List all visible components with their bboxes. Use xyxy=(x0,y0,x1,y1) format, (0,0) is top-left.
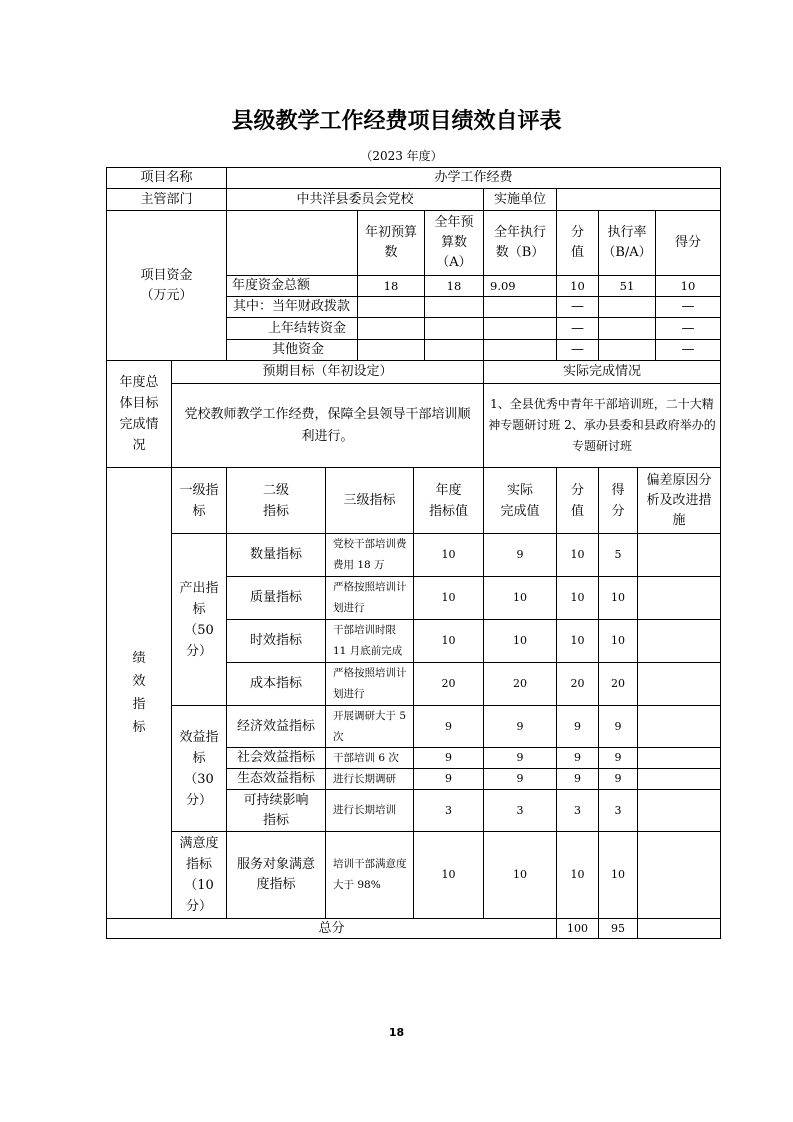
funds-weight: — xyxy=(556,339,599,361)
funds-header-annual-budget xyxy=(424,210,484,276)
header-text: 年初预算数 xyxy=(364,225,417,260)
score-value: 20 xyxy=(598,662,638,706)
target-value: 20 xyxy=(413,662,484,706)
project-name-value: 办学工作经费 xyxy=(226,167,721,189)
funds-score: — xyxy=(655,339,721,361)
funds-header-executed xyxy=(483,210,557,276)
weight-value: 3 xyxy=(556,789,599,832)
goals-expected-text: 党校教师教学工作经费，保障全县领导干部培训顺利进行。 xyxy=(184,406,471,444)
target-value: 9 xyxy=(413,705,484,748)
header-text: 分值 xyxy=(570,225,584,260)
perf-header-score xyxy=(598,467,638,534)
funds-weight: 10 xyxy=(556,275,599,297)
actual-value: 10 xyxy=(483,831,557,919)
funds-rate xyxy=(598,317,656,340)
funds-initial-budget xyxy=(357,339,425,361)
impl-value xyxy=(556,188,721,211)
target-value: 10 xyxy=(413,533,484,577)
score-value: 9 xyxy=(598,747,638,769)
target-value: 9 xyxy=(413,768,484,790)
deviation-cell xyxy=(637,831,721,919)
level2-cell: 时效指标 xyxy=(226,619,326,663)
goals-expected-cell xyxy=(171,383,484,468)
weight-value: 10 xyxy=(556,576,599,620)
level3-text: 干部培训 6 次 xyxy=(333,751,399,764)
level3-cell xyxy=(325,747,414,769)
level2-cell: 经济效益指标 xyxy=(226,705,326,748)
deviation-cell xyxy=(637,576,721,620)
deviation-cell xyxy=(637,662,721,706)
level3-cell xyxy=(325,789,414,832)
actual-value: 20 xyxy=(483,662,557,706)
funds-rate: 51 xyxy=(598,275,656,297)
header-text: 分值 xyxy=(570,482,584,519)
funds-annual-budget xyxy=(424,339,484,361)
funds-label: 项目资金（万元） xyxy=(140,267,193,303)
weight-value: 9 xyxy=(556,747,599,769)
perf-header-target xyxy=(413,467,484,534)
header-text: 偏差原因分析及改进措施 xyxy=(646,472,712,528)
header-text xyxy=(500,480,539,522)
level3-text: 开展调研大于 5 次 xyxy=(333,709,407,743)
level2-cell: 质量指标 xyxy=(226,576,326,620)
actual-value: 10 xyxy=(483,619,557,663)
goals-actual-cell xyxy=(483,383,721,468)
funds-header-weight xyxy=(556,210,599,276)
actual-value: 3 xyxy=(483,789,557,832)
header-line: 完成值 xyxy=(500,503,540,519)
funds-annual-budget: 18 xyxy=(424,275,484,297)
dept-label: 主管部门 xyxy=(106,188,227,211)
weight-value: 20 xyxy=(556,662,599,706)
funds-header-score: 得分 xyxy=(655,210,721,276)
level2-text: 可持续影响指标 xyxy=(243,792,309,828)
goals-actual-text: 1、全县优秀中青年干部培训班，二十大精神专题研讨班 2、承办县委和县政府举办的专题研讨班 xyxy=(488,397,716,453)
level3-text: 党校干部培训费费用 18 万 xyxy=(333,538,407,571)
level3-cell xyxy=(325,576,414,620)
perf-header-deviation xyxy=(637,467,721,534)
perf-header-level2 xyxy=(226,467,326,534)
level3-text: 进行长期调研 xyxy=(333,772,396,785)
weight-value: 10 xyxy=(556,831,599,919)
funds-row-name: 年度资金总额 xyxy=(226,275,358,297)
header-line: 年度 xyxy=(435,482,462,498)
funds-initial-budget xyxy=(357,296,425,318)
score-value: 3 xyxy=(598,789,638,832)
weight-value: 9 xyxy=(556,705,599,748)
target-value: 9 xyxy=(413,747,484,769)
target-value: 3 xyxy=(413,789,484,832)
funds-rate xyxy=(598,339,656,361)
level3-cell xyxy=(325,831,414,919)
level3-text: 干部培训时限 11 月底前完成 xyxy=(333,624,403,657)
perf-group-satisfaction xyxy=(171,831,227,919)
goals-label-cell xyxy=(106,360,172,468)
header-line: 指标值 xyxy=(428,503,468,519)
header-line: 实际 xyxy=(506,482,533,498)
score-value: 9 xyxy=(598,705,638,748)
goals-expected-header: 预期目标（年初设定） xyxy=(171,360,484,384)
level3-cell xyxy=(325,705,414,748)
weight-value: 10 xyxy=(556,533,599,577)
level3-text: 培训干部满意度大于 98% xyxy=(333,858,407,891)
level3-cell xyxy=(325,533,414,577)
perf-header-actual xyxy=(483,467,557,534)
group-label: 满意度指标（10分） xyxy=(179,836,219,914)
perf-group-benefit xyxy=(171,705,227,832)
funds-annual-budget xyxy=(424,317,484,340)
funds-annual-budget xyxy=(424,296,484,318)
level3-text: 进行长期培训 xyxy=(333,804,396,816)
funds-executed xyxy=(483,296,557,318)
page-number: 18 xyxy=(388,1026,405,1039)
target-value: 10 xyxy=(413,831,484,919)
weight-value: 10 xyxy=(556,619,599,663)
header-text: 执行率（B/A） xyxy=(602,225,652,260)
group-label: 产出指标（50分） xyxy=(179,580,219,659)
funds-label-cell xyxy=(106,210,227,361)
score-value: 5 xyxy=(598,533,638,577)
actual-value: 9 xyxy=(483,533,557,577)
deviation-cell xyxy=(637,705,721,748)
level3-cell xyxy=(325,662,414,706)
actual-value: 9 xyxy=(483,768,557,790)
target-value: 10 xyxy=(413,619,484,663)
actual-value: 10 xyxy=(483,576,557,620)
funds-initial-budget: 18 xyxy=(357,275,425,297)
dept-value: 中共洋县委员会党校 xyxy=(226,188,484,211)
project-name-label: 项目名称 xyxy=(106,167,227,189)
total-remark xyxy=(637,918,721,939)
target-value: 10 xyxy=(413,576,484,620)
total-label: 总分 xyxy=(106,918,557,939)
level2-cell xyxy=(226,789,326,832)
actual-value: 9 xyxy=(483,705,557,748)
funds-score: — xyxy=(655,296,721,318)
page-title: 县级教学工作经费项目绩效自评表 xyxy=(231,108,562,134)
level2-cell: 数量指标 xyxy=(226,533,326,577)
actual-value: 9 xyxy=(483,747,557,769)
funds-rate xyxy=(598,296,656,318)
funds-header-initial-budget xyxy=(357,210,425,276)
level3-cell xyxy=(325,619,414,663)
level2-cell xyxy=(226,831,326,919)
funds-row-name: 其他资金 xyxy=(226,339,358,361)
header-text: 二级指标 xyxy=(262,482,289,519)
level3-text: 严格按照培训计划进行 xyxy=(333,581,407,614)
funds-executed xyxy=(483,317,557,340)
funds-score: 10 xyxy=(655,275,721,297)
funds-executed: 9.09 xyxy=(483,275,557,297)
level2-text: 服务对象满意度指标 xyxy=(236,857,315,892)
level2-cell: 成本指标 xyxy=(226,662,326,706)
funds-row-name: 其中：当年财政拨款 xyxy=(226,296,358,318)
deviation-cell xyxy=(637,533,721,577)
funds-weight: — xyxy=(556,317,599,340)
level3-text: 严格按照培训计划进行 xyxy=(333,667,407,700)
funds-initial-budget xyxy=(357,317,425,340)
total-weight: 100 xyxy=(556,918,599,939)
header-text: 一级指标 xyxy=(179,482,219,519)
goals-actual-header: 实际完成情况 xyxy=(483,360,721,384)
header-text: 得分 xyxy=(611,482,625,519)
goals-label: 年度总体目标完成情况 xyxy=(119,375,159,453)
deviation-cell xyxy=(637,768,721,790)
deviation-cell xyxy=(637,789,721,832)
score-value: 10 xyxy=(598,576,638,620)
funds-score: — xyxy=(655,317,721,340)
header-text: 全年执行数（B） xyxy=(493,225,546,260)
perf-header-level3: 三级指标 xyxy=(325,467,414,534)
perf-group-output xyxy=(171,533,227,706)
total-score: 95 xyxy=(598,918,638,939)
header-text: 全年预算数（A） xyxy=(434,215,474,270)
year-note: （2023 年度） xyxy=(360,149,443,163)
funds-header-blank xyxy=(226,210,358,276)
funds-executed xyxy=(483,339,557,361)
level2-cell: 生态效益指标 xyxy=(226,768,326,790)
deviation-cell xyxy=(637,619,721,663)
score-value: 10 xyxy=(598,831,638,919)
funds-weight: — xyxy=(556,296,599,318)
weight-value: 9 xyxy=(556,768,599,790)
perf-header-weight xyxy=(556,467,599,534)
impl-label: 实施单位 xyxy=(483,188,557,211)
group-label: 效益指标（30分） xyxy=(179,729,219,808)
deviation-cell xyxy=(637,747,721,769)
performance-label-cell xyxy=(106,467,172,919)
score-value: 9 xyxy=(598,768,638,790)
header-text xyxy=(429,480,468,522)
perf-header-level1 xyxy=(171,467,227,534)
performance-label: 绩效指标 xyxy=(132,651,146,735)
funds-header-rate xyxy=(598,210,656,276)
level3-cell xyxy=(325,768,414,790)
score-value: 10 xyxy=(598,619,638,663)
level2-cell: 社会效益指标 xyxy=(226,747,326,769)
funds-row-name: 上年结转资金 xyxy=(226,317,358,340)
